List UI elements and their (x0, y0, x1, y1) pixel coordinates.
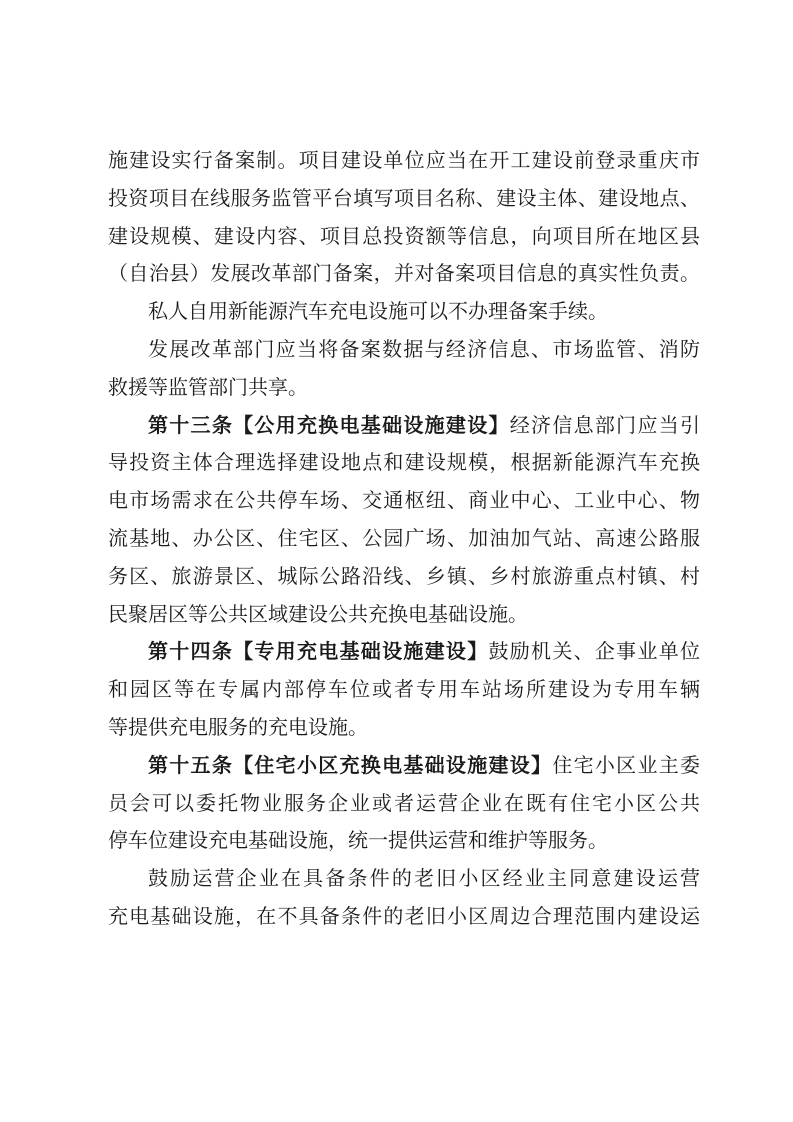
paragraph-line: 等提供充电服务的充电设施。 (108, 714, 368, 739)
paragraph-line: 救援等监管部门共享。 (108, 374, 308, 399)
paragraph-line: 充电基础设施，在不具备条件的老旧小区周边合理范围内建设运 (108, 903, 700, 928)
paragraph-line: 民聚居区等公共区域建设公共充换电基础设施。 (108, 601, 528, 626)
paragraph-line: 导投资主体合理选择建设地点和建设规模，根据新能源汽车充换 (108, 450, 700, 475)
paragraph-line: 员会可以委托物业服务企业或者运营企业在既有住宅小区公共 (108, 790, 700, 815)
article-14-first-line (108, 633, 700, 671)
paragraph-line: 投资项目在线服务监管平台填写项目名称、建设主体、建设地点、 (108, 185, 700, 210)
article-13-first-line (108, 407, 700, 445)
paragraph-line: 停车位建设充电基础设施，统一提供运营和维护等服务。 (108, 828, 608, 853)
paragraph-line: 施建设实行备案制。项目建设单位应当在开工建设前登录重庆市 (108, 148, 700, 172)
paragraph-line: 和园区等在专属内部停车位或者专用车站场所建设为专用车辆 (108, 677, 700, 702)
paragraph-line: 私人自用新能源汽车充电设施可以不办理备案手续。 (148, 299, 608, 324)
paragraph-line: 电市场需求在公共停车场、交通枢纽、商业中心、工业中心、物 (108, 488, 700, 513)
article-15-heading: 第十五条【住宅小区充换电基础设施建设】 (148, 752, 553, 777)
paragraph-line: 流基地、办公区、住宅区、公园广场、加油加气站、高速公路服 (108, 525, 700, 550)
paragraph-line: 建设规模、建设内容、项目总投资额等信息，向项目所在地区县 (108, 223, 700, 248)
document-body (108, 142, 700, 936)
article-15-text: 住宅小区业主委 (552, 752, 701, 777)
article-14-heading: 第十四条【专用充电基础设施建设】 (148, 639, 489, 664)
paragraph-line: 务区、旅游景区、城际公路沿线、乡镇、乡村旅游重点村镇、村 (108, 563, 700, 588)
paragraph-line: 鼓励运营企业在具备条件的老旧小区经业主同意建设运营 (148, 866, 700, 891)
article-13-heading: 第十三条【公用充换电基础设施建设】 (148, 412, 510, 437)
paragraph-line: 发展改革部门应当将备案数据与经济信息、市场监管、消防 (148, 336, 700, 361)
article-13-text: 经济信息部门应当引 (509, 412, 701, 437)
article-15-first-line (108, 747, 700, 785)
article-14-text: 鼓励机关、企事业单位 (488, 639, 701, 664)
paragraph-line: （自治县）发展改革部门备案，并对备案项目信息的真实性负责。 (108, 261, 700, 286)
